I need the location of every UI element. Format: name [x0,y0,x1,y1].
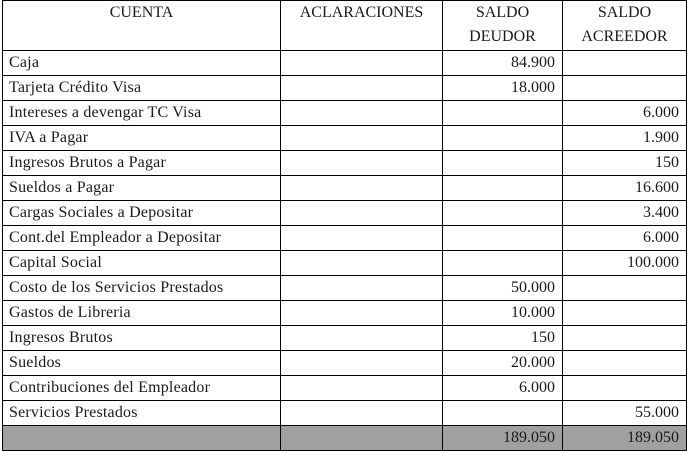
cell-acreedor: 16.600 [563,176,687,201]
cell-cuenta: Ingresos Brutos a Pagar [3,151,281,176]
cell-acreedor [563,326,687,351]
table-row [3,376,687,401]
cell-cuenta: Contribuciones del Empleador [3,376,281,401]
header-aclaraciones [281,1,443,51]
total-acreedor: 189.050 [563,426,687,451]
cell-deudor: 6.000 [443,376,563,401]
cell-acreedor [563,76,687,101]
cell-acreedor [563,301,687,326]
cell-deudor [443,401,563,426]
cell-acreedor: 55.000 [563,401,687,426]
cell-aclaraciones [281,101,443,126]
cell-cuenta: Capital Social [3,251,281,276]
table-row [3,126,687,151]
total-deudor: 189.050 [443,426,563,451]
cell-deudor: 20.000 [443,351,563,376]
table-row [3,351,687,376]
cell-aclaraciones [281,51,443,76]
cell-cuenta: Gastos de Libreria [3,301,281,326]
header-acreedor-line2: ACREEDOR [581,28,668,45]
cell-deudor [443,251,563,276]
table-header [3,1,687,51]
cell-aclaraciones [281,226,443,251]
table-row [3,101,687,126]
cell-deudor [443,201,563,226]
cell-cuenta: Caja [3,51,281,76]
header-saldo-deudor [443,1,563,51]
cell-cuenta: Sueldos [3,351,281,376]
cell-cuenta: Sueldos a Pagar [3,176,281,201]
cell-cuenta: Servicios Prestados [3,401,281,426]
cell-acreedor [563,51,687,76]
table-row [3,151,687,176]
cell-acreedor: 6.000 [563,101,687,126]
cell-deudor: 50.000 [443,276,563,301]
table-row [3,51,687,76]
cell-aclaraciones [281,326,443,351]
cell-deudor [443,126,563,151]
cell-aclaraciones [281,376,443,401]
table-row [3,76,687,101]
cell-cuenta: Tarjeta Crédito Visa [3,76,281,101]
cell-acreedor [563,351,687,376]
table-row [3,326,687,351]
cell-aclaraciones [281,401,443,426]
cell-acreedor [563,376,687,401]
table-row [3,301,687,326]
header-deudor-line2: DEUDOR [469,28,536,45]
cell-deudor: 18.000 [443,76,563,101]
cell-aclaraciones [281,201,443,226]
cell-deudor: 150 [443,326,563,351]
cell-acreedor: 150 [563,151,687,176]
cell-deudor: 84.900 [443,51,563,76]
balance-table [2,0,687,451]
cell-deudor [443,176,563,201]
cell-acreedor [563,276,687,301]
table-row [3,251,687,276]
totals-row [3,426,687,451]
cell-acreedor: 3.400 [563,201,687,226]
cell-deudor [443,151,563,176]
cell-aclaraciones [281,251,443,276]
header-saldo-acreedor [563,1,687,51]
cell-cuenta: IVA a Pagar [3,126,281,151]
cell-acreedor: 100.000 [563,251,687,276]
cell-cuenta: Costo de los Servicios Prestados [3,276,281,301]
cell-aclaraciones [281,276,443,301]
table-row [3,176,687,201]
table-row [3,201,687,226]
cell-aclaraciones [281,176,443,201]
header-cuenta [3,1,281,51]
total-aclaraciones [281,426,443,451]
header-aclaraciones-label: ACLARACIONES [299,4,424,21]
cell-aclaraciones [281,351,443,376]
cell-deudor: 10.000 [443,301,563,326]
header-cuenta-label: CUENTA [109,4,174,21]
table-row [3,401,687,426]
cell-cuenta: Cargas Sociales a Depositar [3,201,281,226]
table-body [3,51,687,451]
cell-aclaraciones [281,301,443,326]
cell-cuenta: Intereses a devengar TC Visa [3,101,281,126]
header-row [3,1,687,51]
cell-aclaraciones [281,126,443,151]
header-deudor-line1: SALDO [475,4,530,21]
cell-aclaraciones [281,151,443,176]
header-acreedor-line1: SALDO [597,4,652,21]
table-row [3,226,687,251]
cell-acreedor: 1.900 [563,126,687,151]
cell-cuenta: Cont.del Empleador a Depositar [3,226,281,251]
cell-acreedor: 6.000 [563,226,687,251]
table-row [3,276,687,301]
cell-aclaraciones [281,76,443,101]
cell-cuenta: Ingresos Brutos [3,326,281,351]
cell-deudor [443,226,563,251]
cell-deudor [443,101,563,126]
total-cuenta [3,426,281,451]
